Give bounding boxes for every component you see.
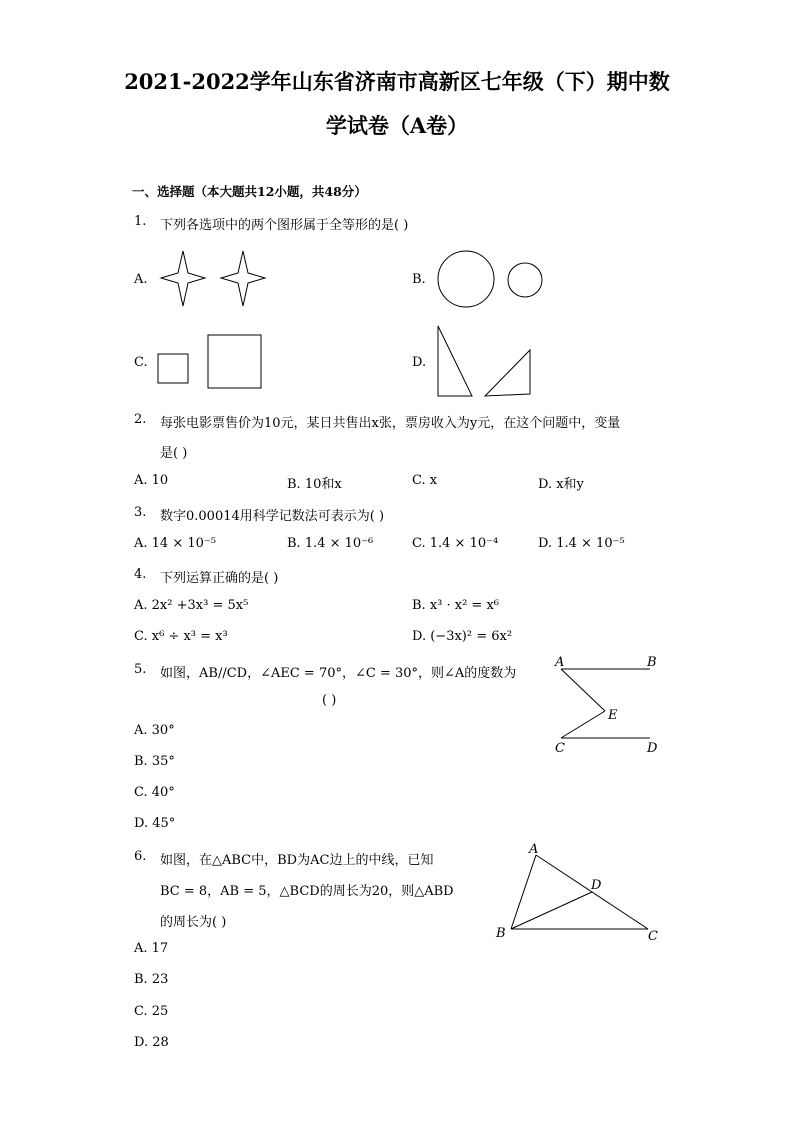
- q5-option-d: D. 45°: [134, 816, 176, 831]
- q4-option-a: A. 2x² +3x³ = 5x⁵: [134, 598, 249, 613]
- large-square: [208, 335, 261, 388]
- q5-option-a: A. 30°: [134, 723, 175, 738]
- label-e: E: [608, 708, 618, 723]
- q5-number: 5.: [134, 662, 147, 677]
- label-d: D: [647, 741, 658, 756]
- q6-option-c: C. 25: [134, 1004, 169, 1019]
- label-d: D: [591, 878, 602, 893]
- page-title-line1: 2021-2022学年山东省济南市高新区七年级（下）期中数: [124, 69, 670, 94]
- q1-figure-c: [155, 333, 265, 391]
- q4-option-c: C. x⁶ ÷ x³ = x³: [134, 629, 228, 644]
- four-point-star-1: [161, 251, 205, 306]
- q2-option-d: D. x和y: [538, 477, 584, 492]
- q3-number: 3.: [134, 505, 147, 520]
- label-a: A: [555, 655, 565, 670]
- label-a: A: [529, 842, 539, 857]
- page-title-line2: 学试卷（A卷）: [325, 113, 469, 138]
- q5-figure: [548, 652, 668, 756]
- q6-stem-line3: 的周长为( ): [160, 915, 227, 930]
- small-circle: [508, 263, 542, 297]
- q3-stem: 数字0.00014用科学记数法可表示为( ): [160, 509, 385, 524]
- q5-option-c: C. 40°: [134, 785, 175, 800]
- q6-option-d: D. 28: [134, 1035, 169, 1050]
- q2-option-c: C. x: [412, 473, 438, 488]
- q6-option-a: A. 17: [134, 941, 169, 956]
- line-ec: [561, 711, 605, 738]
- q5-stem-line2: ( ): [322, 693, 337, 708]
- side-ab: [511, 855, 536, 929]
- q3-option-c: C. 1.4 × 10⁻⁴: [412, 536, 499, 551]
- triangle-2: [485, 350, 530, 396]
- q4-option-b: B. x³ · x² = x⁶: [412, 598, 500, 613]
- four-point-star-2: [221, 251, 265, 306]
- q6-stem-line1: 如图，在△ABC中，BD为AC边上的中线，已知: [160, 853, 434, 868]
- q4-option-d: D. (−3x)² = 6x²: [412, 629, 513, 644]
- q1-option-a-label: A.: [134, 272, 148, 287]
- q2-option-b: B. 10和x: [287, 477, 342, 492]
- q2-stem-line1: 每张电影票售价为10元，某日共售出x张，票房收入为y元，在这个问题中，变量: [160, 416, 621, 431]
- label-c: C: [648, 929, 658, 944]
- q2-stem-line2: 是( ): [160, 446, 188, 461]
- q3-option-d: D. 1.4 × 10⁻⁵: [538, 536, 625, 551]
- q6-option-b: B. 23: [134, 972, 169, 987]
- line-ae: [561, 669, 605, 711]
- q1-number: 1.: [134, 214, 147, 229]
- q3-option-b: B. 1.4 × 10⁻⁶: [287, 536, 374, 551]
- q1-option-d-label: D.: [412, 355, 427, 370]
- median-bd: [511, 892, 592, 929]
- q1-figure-d: [436, 324, 534, 400]
- label-b: B: [496, 926, 506, 941]
- triangle-1: [438, 326, 472, 396]
- q5-stem-line1: 如图，AB//CD，∠AEC = 70°，∠C = 30°，则∠A的度数为: [160, 666, 517, 681]
- q6-figure: [493, 838, 665, 946]
- q6-stem-line2: BC = 8，AB = 5，△BCD的周长为20，则△ABD: [160, 884, 454, 899]
- q4-number: 4.: [134, 567, 147, 582]
- q2-option-a: A. 10: [134, 473, 169, 488]
- q1-figure-a: [155, 248, 275, 310]
- q4-stem: 下列运算正确的是( ): [160, 571, 279, 586]
- q1-option-b-label: B.: [412, 272, 426, 287]
- q2-number: 2.: [134, 412, 147, 427]
- large-circle: [438, 251, 494, 307]
- q3-option-a: A. 14 × 10⁻⁵: [134, 536, 216, 551]
- q1-option-c-label: C.: [134, 355, 148, 370]
- small-square: [158, 354, 188, 383]
- label-b: B: [647, 655, 657, 670]
- label-c: C: [555, 741, 565, 756]
- section-heading: 一、选择题（本大题共12小题，共48分）: [132, 184, 367, 199]
- q1-figure-b: [435, 249, 547, 309]
- q6-number: 6.: [134, 849, 147, 864]
- q1-stem: 下列各选项中的两个图形属于全等形的是( ): [160, 218, 409, 233]
- q5-option-b: B. 35°: [134, 754, 175, 769]
